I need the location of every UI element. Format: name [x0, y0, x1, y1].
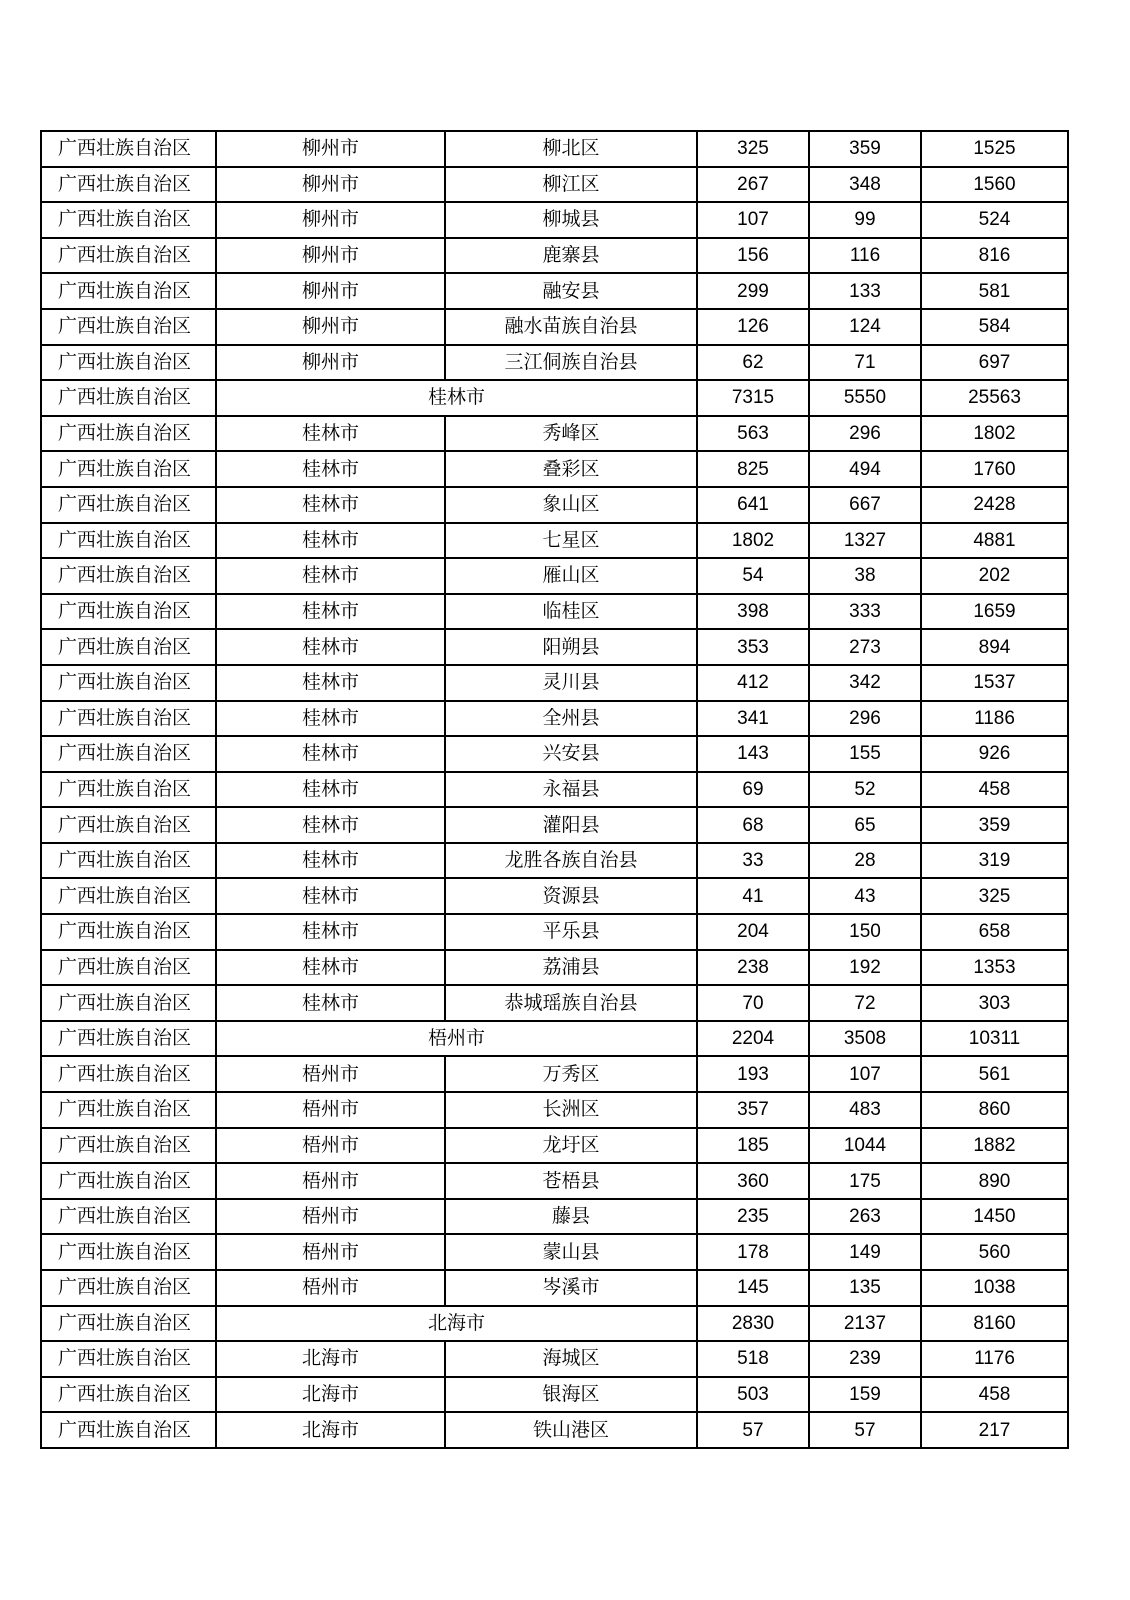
city-cell: 梧州市 — [216, 1270, 445, 1306]
data-table — [40, 130, 1069, 1449]
county-cell: 灵川县 — [445, 665, 697, 701]
province-cell: 广西壮族自治区 — [41, 807, 216, 843]
county-cell: 兴安县 — [445, 736, 697, 772]
county-cell: 平乐县 — [445, 914, 697, 950]
value-cell-2: 38 — [809, 558, 921, 594]
province-cell: 广西壮族自治区 — [41, 273, 216, 309]
table-row-city-total — [41, 380, 1068, 416]
county-cell: 融水苗族自治县 — [445, 309, 697, 345]
province-cell: 广西壮族自治区 — [41, 1128, 216, 1164]
value-cell-3: 926 — [921, 736, 1068, 772]
value-cell-3: 217 — [921, 1412, 1068, 1448]
province-cell: 广西壮族自治区 — [41, 1341, 216, 1377]
province-cell: 广西壮族自治区 — [41, 487, 216, 523]
county-cell: 七星区 — [445, 523, 697, 559]
value-cell-2: 99 — [809, 202, 921, 238]
county-cell: 雁山区 — [445, 558, 697, 594]
city-cell: 北海市 — [216, 1341, 445, 1377]
value-cell-3: 1450 — [921, 1199, 1068, 1235]
city-cell: 梧州市 — [216, 1234, 445, 1270]
city-cell: 桂林市 — [216, 843, 445, 879]
table-row — [41, 523, 1068, 559]
value-cell-1: 68 — [697, 807, 809, 843]
city-cell: 桂林市 — [216, 487, 445, 523]
value-cell-2: 28 — [809, 843, 921, 879]
city-cell: 柳州市 — [216, 309, 445, 345]
table-row — [41, 950, 1068, 986]
value-cell-2: 116 — [809, 238, 921, 274]
value-cell-3: 303 — [921, 985, 1068, 1021]
county-cell: 海城区 — [445, 1341, 697, 1377]
city-cell: 桂林市 — [216, 629, 445, 665]
value-cell-2: 52 — [809, 772, 921, 808]
province-cell: 广西壮族自治区 — [41, 1092, 216, 1128]
table-row — [41, 772, 1068, 808]
table-row — [41, 1270, 1068, 1306]
county-cell: 三江侗族自治县 — [445, 345, 697, 381]
value-cell-3: 1038 — [921, 1270, 1068, 1306]
county-cell: 岑溪市 — [445, 1270, 697, 1306]
value-cell-2: 1044 — [809, 1128, 921, 1164]
county-cell: 资源县 — [445, 878, 697, 914]
value-cell-3: 325 — [921, 878, 1068, 914]
city-cell: 桂林市 — [216, 950, 445, 986]
table-row — [41, 1092, 1068, 1128]
value-cell-2: 5550 — [809, 380, 921, 416]
city-cell: 桂林市 — [216, 985, 445, 1021]
county-cell: 全州县 — [445, 701, 697, 737]
value-cell-1: 503 — [697, 1377, 809, 1413]
table-row — [41, 594, 1068, 630]
city-cell: 柳州市 — [216, 131, 445, 167]
value-cell-1: 235 — [697, 1199, 809, 1235]
table-row — [41, 1234, 1068, 1270]
province-cell: 广西壮族自治区 — [41, 1021, 216, 1057]
city-cell: 桂林市 — [216, 914, 445, 950]
value-cell-1: 126 — [697, 309, 809, 345]
value-cell-1: 299 — [697, 273, 809, 309]
table-row — [41, 701, 1068, 737]
province-cell: 广西壮族自治区 — [41, 1234, 216, 1270]
value-cell-2: 155 — [809, 736, 921, 772]
value-cell-3: 8160 — [921, 1306, 1068, 1342]
county-cell: 龙胜各族自治县 — [445, 843, 697, 879]
value-cell-3: 202 — [921, 558, 1068, 594]
county-cell: 临桂区 — [445, 594, 697, 630]
value-cell-3: 458 — [921, 772, 1068, 808]
table-row — [41, 558, 1068, 594]
value-cell-1: 1802 — [697, 523, 809, 559]
province-cell: 广西壮族自治区 — [41, 843, 216, 879]
value-cell-3: 2428 — [921, 487, 1068, 523]
table-row — [41, 451, 1068, 487]
table-row — [41, 736, 1068, 772]
county-cell: 象山区 — [445, 487, 697, 523]
value-cell-2: 124 — [809, 309, 921, 345]
value-cell-2: 107 — [809, 1056, 921, 1092]
value-cell-2: 239 — [809, 1341, 921, 1377]
province-cell: 广西壮族自治区 — [41, 701, 216, 737]
value-cell-1: 145 — [697, 1270, 809, 1306]
value-cell-2: 135 — [809, 1270, 921, 1306]
province-cell: 广西壮族自治区 — [41, 238, 216, 274]
province-cell: 广西壮族自治区 — [41, 131, 216, 167]
value-cell-3: 581 — [921, 273, 1068, 309]
value-cell-3: 25563 — [921, 380, 1068, 416]
province-cell: 广西壮族自治区 — [41, 309, 216, 345]
county-cell: 柳城县 — [445, 202, 697, 238]
county-cell: 银海区 — [445, 1377, 697, 1413]
province-cell: 广西壮族自治区 — [41, 736, 216, 772]
value-cell-1: 357 — [697, 1092, 809, 1128]
table-row — [41, 914, 1068, 950]
table-row — [41, 167, 1068, 203]
table-row — [41, 1128, 1068, 1164]
province-cell: 广西壮族自治区 — [41, 1412, 216, 1448]
value-cell-1: 57 — [697, 1412, 809, 1448]
value-cell-1: 69 — [697, 772, 809, 808]
value-cell-1: 360 — [697, 1163, 809, 1199]
value-cell-1: 353 — [697, 629, 809, 665]
value-cell-1: 7315 — [697, 380, 809, 416]
value-cell-1: 185 — [697, 1128, 809, 1164]
city-cell: 桂林市 — [216, 665, 445, 701]
province-cell: 广西壮族自治区 — [41, 1270, 216, 1306]
table-row — [41, 416, 1068, 452]
county-cell: 长洲区 — [445, 1092, 697, 1128]
table-row — [41, 807, 1068, 843]
value-cell-2: 192 — [809, 950, 921, 986]
table-body — [41, 131, 1068, 1448]
value-cell-2: 296 — [809, 416, 921, 452]
city-cell: 柳州市 — [216, 202, 445, 238]
value-cell-1: 33 — [697, 843, 809, 879]
province-cell: 广西壮族自治区 — [41, 1199, 216, 1235]
city-cell: 柳州市 — [216, 273, 445, 309]
value-cell-3: 1659 — [921, 594, 1068, 630]
value-cell-3: 860 — [921, 1092, 1068, 1128]
value-cell-2: 3508 — [809, 1021, 921, 1057]
city-cell: 桂林市 — [216, 523, 445, 559]
value-cell-3: 1802 — [921, 416, 1068, 452]
value-cell-2: 159 — [809, 1377, 921, 1413]
city-total-cell: 桂林市 — [216, 380, 697, 416]
city-cell: 梧州市 — [216, 1128, 445, 1164]
table-row — [41, 878, 1068, 914]
value-cell-1: 398 — [697, 594, 809, 630]
province-cell: 广西壮族自治区 — [41, 451, 216, 487]
city-cell: 桂林市 — [216, 594, 445, 630]
value-cell-3: 1537 — [921, 665, 1068, 701]
province-cell: 广西壮族自治区 — [41, 1306, 216, 1342]
value-cell-1: 41 — [697, 878, 809, 914]
value-cell-3: 10311 — [921, 1021, 1068, 1057]
province-cell: 广西壮族自治区 — [41, 1377, 216, 1413]
city-total-cell: 梧州市 — [216, 1021, 697, 1057]
province-cell: 广西壮族自治区 — [41, 416, 216, 452]
county-cell: 秀峰区 — [445, 416, 697, 452]
value-cell-1: 62 — [697, 345, 809, 381]
city-cell: 柳州市 — [216, 238, 445, 274]
city-total-cell: 北海市 — [216, 1306, 697, 1342]
value-cell-1: 238 — [697, 950, 809, 986]
value-cell-2: 333 — [809, 594, 921, 630]
value-cell-2: 296 — [809, 701, 921, 737]
value-cell-2: 2137 — [809, 1306, 921, 1342]
city-cell: 桂林市 — [216, 772, 445, 808]
value-cell-3: 697 — [921, 345, 1068, 381]
value-cell-3: 894 — [921, 629, 1068, 665]
county-cell: 万秀区 — [445, 1056, 697, 1092]
province-cell: 广西壮族自治区 — [41, 1163, 216, 1199]
county-cell: 恭城瑶族自治县 — [445, 985, 697, 1021]
value-cell-2: 494 — [809, 451, 921, 487]
county-cell: 阳朔县 — [445, 629, 697, 665]
county-cell: 叠彩区 — [445, 451, 697, 487]
city-cell: 桂林市 — [216, 558, 445, 594]
table-row — [41, 1199, 1068, 1235]
value-cell-3: 319 — [921, 843, 1068, 879]
value-cell-2: 72 — [809, 985, 921, 1021]
value-cell-3: 359 — [921, 807, 1068, 843]
value-cell-1: 143 — [697, 736, 809, 772]
value-cell-3: 1176 — [921, 1341, 1068, 1377]
value-cell-1: 107 — [697, 202, 809, 238]
county-cell: 藤县 — [445, 1199, 697, 1235]
table-row — [41, 1056, 1068, 1092]
value-cell-2: 133 — [809, 273, 921, 309]
table-row — [41, 665, 1068, 701]
value-cell-1: 178 — [697, 1234, 809, 1270]
province-cell: 广西壮族自治区 — [41, 914, 216, 950]
value-cell-2: 43 — [809, 878, 921, 914]
province-cell: 广西壮族自治区 — [41, 772, 216, 808]
value-cell-2: 359 — [809, 131, 921, 167]
city-cell: 桂林市 — [216, 736, 445, 772]
table-row-city-total — [41, 1306, 1068, 1342]
city-cell: 桂林市 — [216, 701, 445, 737]
value-cell-3: 584 — [921, 309, 1068, 345]
value-cell-2: 71 — [809, 345, 921, 381]
value-cell-2: 175 — [809, 1163, 921, 1199]
table-row — [41, 1377, 1068, 1413]
county-cell: 龙圩区 — [445, 1128, 697, 1164]
value-cell-3: 890 — [921, 1163, 1068, 1199]
county-cell: 灌阳县 — [445, 807, 697, 843]
city-cell: 桂林市 — [216, 807, 445, 843]
value-cell-2: 263 — [809, 1199, 921, 1235]
value-cell-1: 54 — [697, 558, 809, 594]
county-cell: 融安县 — [445, 273, 697, 309]
table-row — [41, 1163, 1068, 1199]
table-row — [41, 309, 1068, 345]
table-row — [41, 238, 1068, 274]
value-cell-1: 193 — [697, 1056, 809, 1092]
value-cell-2: 149 — [809, 1234, 921, 1270]
value-cell-3: 4881 — [921, 523, 1068, 559]
province-cell: 广西壮族自治区 — [41, 878, 216, 914]
value-cell-3: 560 — [921, 1234, 1068, 1270]
value-cell-1: 267 — [697, 167, 809, 203]
province-cell: 广西壮族自治区 — [41, 167, 216, 203]
table-row-city-total — [41, 1021, 1068, 1057]
county-cell: 荔浦县 — [445, 950, 697, 986]
city-cell: 梧州市 — [216, 1056, 445, 1092]
value-cell-1: 341 — [697, 701, 809, 737]
value-cell-1: 156 — [697, 238, 809, 274]
city-cell: 柳州市 — [216, 345, 445, 381]
city-cell: 桂林市 — [216, 451, 445, 487]
value-cell-2: 57 — [809, 1412, 921, 1448]
city-cell: 柳州市 — [216, 167, 445, 203]
value-cell-3: 1760 — [921, 451, 1068, 487]
value-cell-3: 1186 — [921, 701, 1068, 737]
value-cell-2: 1327 — [809, 523, 921, 559]
table-row — [41, 629, 1068, 665]
value-cell-3: 1560 — [921, 167, 1068, 203]
table-row — [41, 985, 1068, 1021]
county-cell: 柳北区 — [445, 131, 697, 167]
value-cell-1: 70 — [697, 985, 809, 1021]
province-cell: 广西壮族自治区 — [41, 558, 216, 594]
county-cell: 鹿寨县 — [445, 238, 697, 274]
value-cell-3: 1525 — [921, 131, 1068, 167]
value-cell-2: 273 — [809, 629, 921, 665]
city-cell: 桂林市 — [216, 878, 445, 914]
county-cell: 蒙山县 — [445, 1234, 697, 1270]
value-cell-1: 825 — [697, 451, 809, 487]
county-cell: 永福县 — [445, 772, 697, 808]
province-cell: 广西壮族自治区 — [41, 202, 216, 238]
table-row — [41, 345, 1068, 381]
table-row — [41, 1341, 1068, 1377]
value-cell-2: 342 — [809, 665, 921, 701]
value-cell-2: 348 — [809, 167, 921, 203]
value-cell-1: 518 — [697, 1341, 809, 1377]
table-row — [41, 487, 1068, 523]
value-cell-1: 641 — [697, 487, 809, 523]
city-cell: 桂林市 — [216, 416, 445, 452]
value-cell-2: 483 — [809, 1092, 921, 1128]
table-row — [41, 273, 1068, 309]
table-row — [41, 131, 1068, 167]
value-cell-3: 458 — [921, 1377, 1068, 1413]
city-cell: 梧州市 — [216, 1199, 445, 1235]
province-cell: 广西壮族自治区 — [41, 985, 216, 1021]
county-cell: 铁山港区 — [445, 1412, 697, 1448]
city-cell: 北海市 — [216, 1412, 445, 1448]
table-row — [41, 843, 1068, 879]
province-cell: 广西壮族自治区 — [41, 594, 216, 630]
province-cell: 广西壮族自治区 — [41, 380, 216, 416]
table-row — [41, 202, 1068, 238]
value-cell-1: 2830 — [697, 1306, 809, 1342]
value-cell-2: 150 — [809, 914, 921, 950]
value-cell-2: 667 — [809, 487, 921, 523]
value-cell-1: 204 — [697, 914, 809, 950]
province-cell: 广西壮族自治区 — [41, 665, 216, 701]
table-row — [41, 1412, 1068, 1448]
value-cell-1: 325 — [697, 131, 809, 167]
value-cell-3: 658 — [921, 914, 1068, 950]
county-cell: 柳江区 — [445, 167, 697, 203]
city-cell: 梧州市 — [216, 1092, 445, 1128]
province-cell: 广西壮族自治区 — [41, 950, 216, 986]
value-cell-3: 1353 — [921, 950, 1068, 986]
province-cell: 广西壮族自治区 — [41, 345, 216, 381]
county-cell: 苍梧县 — [445, 1163, 697, 1199]
province-cell: 广西壮族自治区 — [41, 1056, 216, 1092]
value-cell-2: 65 — [809, 807, 921, 843]
value-cell-1: 2204 — [697, 1021, 809, 1057]
province-cell: 广西壮族自治区 — [41, 523, 216, 559]
value-cell-1: 412 — [697, 665, 809, 701]
value-cell-3: 524 — [921, 202, 1068, 238]
value-cell-1: 563 — [697, 416, 809, 452]
city-cell: 北海市 — [216, 1377, 445, 1413]
city-cell: 梧州市 — [216, 1163, 445, 1199]
province-cell: 广西壮族自治区 — [41, 629, 216, 665]
value-cell-3: 561 — [921, 1056, 1068, 1092]
value-cell-3: 1882 — [921, 1128, 1068, 1164]
value-cell-3: 816 — [921, 238, 1068, 274]
